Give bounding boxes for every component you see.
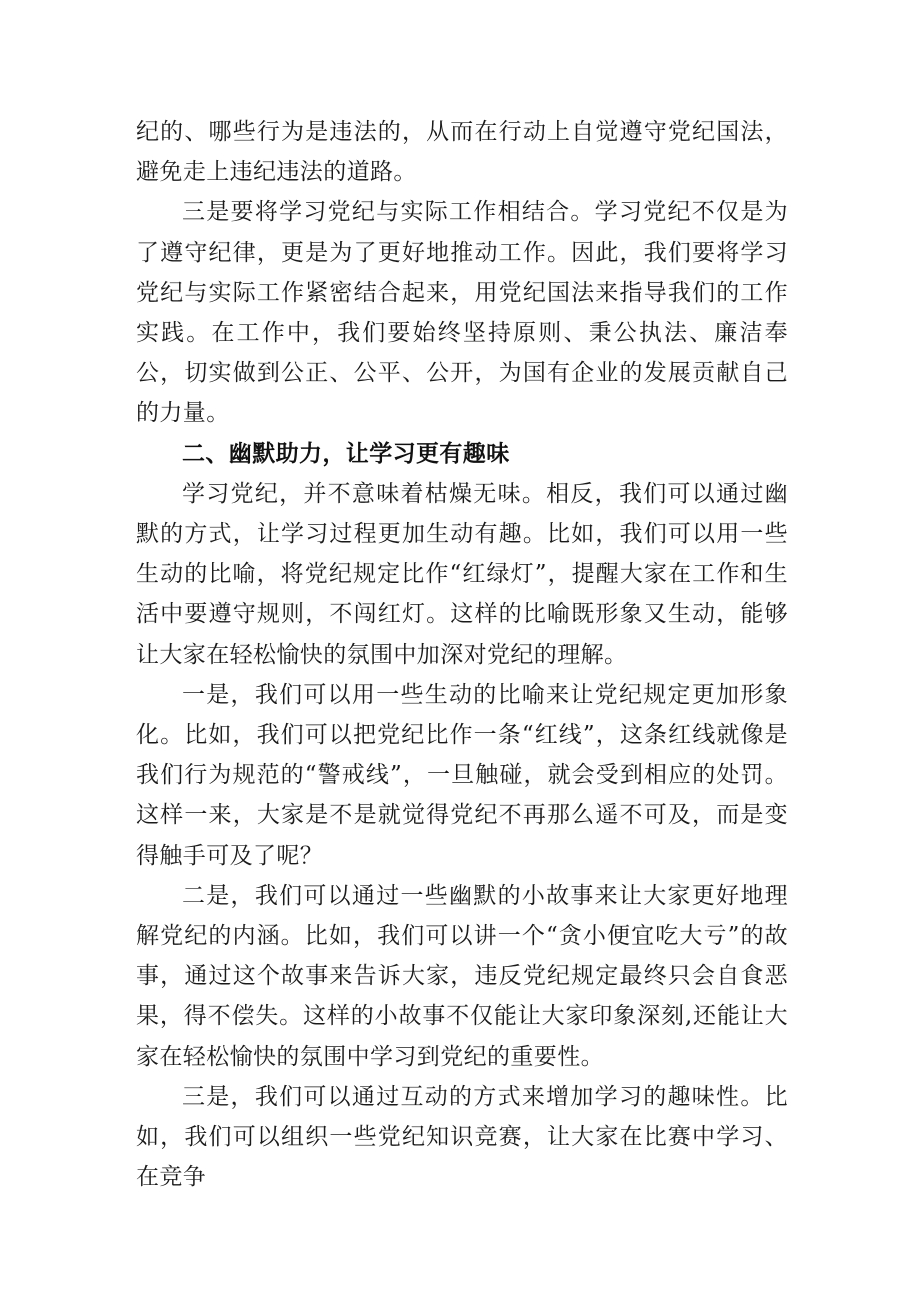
document-body — [136, 112, 788, 1197]
body-paragraph: 三是要将学习党纪与实际工作相结合。学习党纪不仅是为了遵守纪律，更是为了更好地推动工作。因此，我们要将学习党纪与实际工作紧密结合起来，用党纪国法来指导我们的工作实践。在工作中，我们要始终坚持原则、秉公执法、廉洁奉公，切实做到公正、公平、公开，为国有企业的发展贡献自己的力量。 — [136, 199, 788, 427]
body-paragraph: 二是，我们可以通过一些幽默的小故事来让大家更好地理解党纪的内涵。比如，我们可以讲一个“贪小便宜吃大亏”的故事，通过这个故事来告诉大家，违反党纪规定最终只会自食恶果，得不偿失。这样的小故事不仅能让大家印象深刻,还能让大家在轻松愉快的氛围中学习到党纪的重要性。 — [136, 882, 788, 1070]
body-paragraph: 学习党纪，并不意味着枯燥无味。相反，我们可以通过幽默的方式，让学习过程更加生动有趣。比如，我们可以用一些生动的比喻，将党纪规定比作“红绿灯”，提醒大家在工作和生活中要遵守规则，不闯红灯。这样的比喻既形象又生动，能够让大家在轻松愉快的氛围中加深对党纪的理解。 — [136, 480, 788, 668]
body-paragraph: 一是，我们可以用一些生动的比喻来让党纪规定更加形象化。比如，我们可以把党纪比作一条“红线”，这条红线就像是我们行为规范的“警戒线”，一旦触碰，就会受到相应的处罚。这样一来，大家是不是就觉得党纪不再那么遥不可及，而是变得触手可及了呢？ — [136, 681, 788, 869]
section-heading: 二、幽默助力，让学习更有趣味 — [182, 440, 510, 467]
continuation-paragraph: 纪的、哪些行为是违法的，从而在行动上自觉遵守党纪国法，避免走上违纪违法的道路。 — [136, 119, 788, 186]
body-paragraph: 三是，我们可以通过互动的方式来增加学习的趣味性。比如，我们可以组织一些党纪知识竞赛，让大家在比赛中学习、在竞争 — [136, 1083, 788, 1191]
